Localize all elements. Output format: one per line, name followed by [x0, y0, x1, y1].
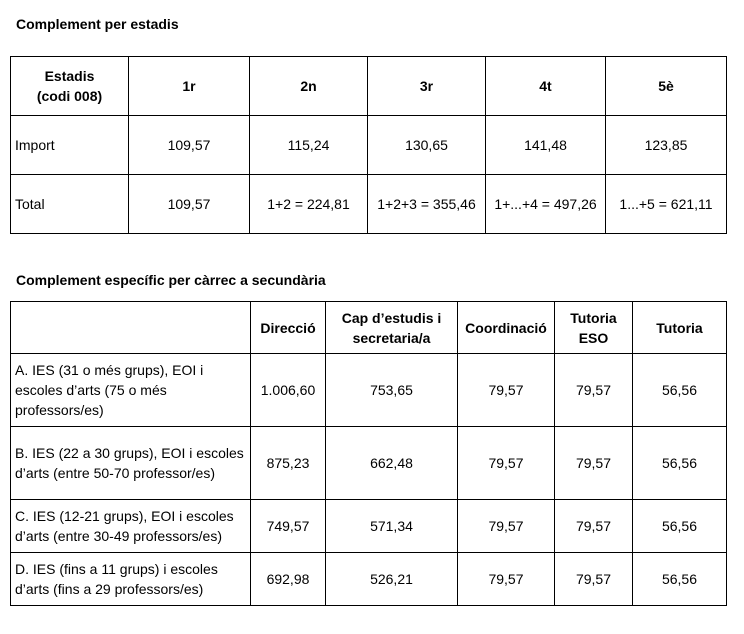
table-row [11, 116, 727, 175]
row-label: C. IES (12-21 grups), EOI i escoles d’arts (entre 30-49 professors/es) [11, 500, 251, 553]
table-cell: 115,24 [250, 116, 368, 175]
table-row [11, 427, 727, 500]
table-cell: 79,57 [555, 553, 633, 606]
table-cell: 79,57 [458, 427, 555, 500]
table-cell: 749,57 [251, 500, 326, 553]
section-title-estadis: Complement per estadis [16, 16, 179, 32]
table-header-row [11, 302, 727, 354]
table-row [11, 354, 727, 427]
table-cell: 1+...+4 = 497,26 [486, 175, 606, 234]
header-coordinacio: Coordinació [458, 302, 555, 354]
table-cell: 875,23 [251, 427, 326, 500]
table-cell: 79,57 [458, 553, 555, 606]
table-row [11, 553, 727, 606]
table-complement-especific [10, 301, 727, 606]
section-title-especific: Complement específic per càrrec a secundària [16, 272, 326, 288]
header-tutoria: Tutoria [633, 302, 727, 354]
header-cell: 2n [250, 57, 368, 116]
table-cell: 1.006,60 [251, 354, 326, 427]
header-estadis [11, 57, 129, 116]
table-cell: 79,57 [555, 354, 633, 427]
row-label: A. IES (31 o més grups), EOI i escoles d’arts (75 o més professors/es) [11, 354, 251, 427]
header-cap-estudis-line1: Cap d’estudis i [341, 309, 442, 326]
row-label: D. IES (fins a 11 grups) i escoles d’arts (fins a 29 professors/es) [11, 553, 251, 606]
table-cell: 56,56 [633, 553, 727, 606]
table-cell: 56,56 [633, 427, 727, 500]
row-label: B. IES (22 a 30 grups), EOI i escoles d’arts (entre 50-70 professor/es) [11, 427, 251, 500]
header-cell: 4t [486, 57, 606, 116]
header-cap-estudis [326, 302, 458, 354]
header-estadis-line1: Estadis [44, 68, 95, 84]
table-cell: 56,56 [633, 500, 727, 553]
row-label: Total [11, 175, 129, 234]
header-cap-estudis-line2: secretaria/a [352, 329, 431, 346]
table-cell: 109,57 [129, 116, 250, 175]
table-cell: 1...+5 = 621,11 [606, 175, 727, 234]
header-cell: 1r [129, 57, 250, 116]
table-cell: 692,98 [251, 553, 326, 606]
table-cell: 526,21 [326, 553, 458, 606]
table-row [11, 500, 727, 553]
table-cell: 56,56 [633, 354, 727, 427]
table-cell: 1+2 = 224,81 [250, 175, 368, 234]
table-row [11, 175, 727, 234]
table-cell: 141,48 [486, 116, 606, 175]
table-cell: 123,85 [606, 116, 727, 175]
table-cell: 1+2+3 = 355,46 [368, 175, 486, 234]
header-tutoria-eso-line1: Tutoria [570, 309, 617, 326]
header-direccio: Direcció [251, 302, 326, 354]
row-label: Import [11, 116, 129, 175]
header-cell: 5è [606, 57, 727, 116]
table-cell: 79,57 [555, 500, 633, 553]
table-cell: 109,57 [129, 175, 250, 234]
table-complement-estadis [10, 56, 727, 234]
table-cell: 79,57 [555, 427, 633, 500]
header-cell-empty [11, 302, 251, 354]
table-cell: 79,57 [458, 500, 555, 553]
header-estadis-line2: (codi 008) [36, 88, 103, 104]
header-tutoria-eso-line2: ESO [578, 329, 609, 346]
table-cell: 662,48 [326, 427, 458, 500]
table-cell: 130,65 [368, 116, 486, 175]
table-cell: 79,57 [458, 354, 555, 427]
table-cell: 753,65 [326, 354, 458, 427]
table-header-row [11, 57, 727, 116]
header-tutoria-eso [555, 302, 633, 354]
header-cell: 3r [368, 57, 486, 116]
table-cell: 571,34 [326, 500, 458, 553]
